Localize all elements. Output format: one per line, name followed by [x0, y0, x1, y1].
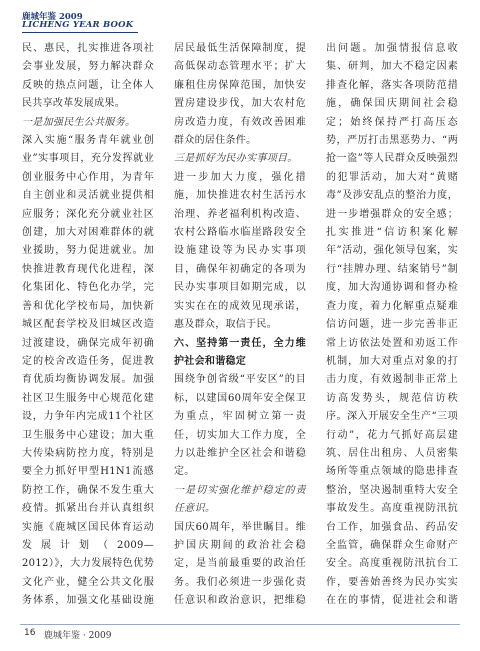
section-heading: 六、坚持第一责任，全力维护社会和谐稳定 [174, 337, 306, 367]
body-paragraph: 围绕争创省级“平安区”的目标，以建国60周年安全保卫为重点，牢固树立第一责任，切实加大工作力度，全力以赴维护全区社会和谐稳定。 [174, 374, 306, 478]
body-paragraph: 民、惠民，扎实推进各项社会事业发展，努力解决群众反映的热点问题，让全体人民共享改革发展成果。 [22, 43, 154, 110]
page-header [0, 0, 480, 36]
logo-english-title: LICHENG YEAR BOOK [22, 20, 134, 30]
text-column-3 [326, 40, 458, 606]
section-subheading: 一是切实强化维护稳定的责任意识。 [174, 484, 306, 515]
text-column-1 [22, 40, 154, 606]
body-paragraph: 进一步加大力度，强化措施，加快推进农村生活污水治理、养老福利机构改造、农村公路临水临崖路段安全设施建设等为民办实事项目，确保年初确定的各项为民办实事项目如期完成，以实实在在的成效见现承诺，惠及群众，取信于民。 [174, 171, 306, 331]
article-body [22, 40, 458, 606]
body-paragraph: 国庆60周年，举世瞩目。维护国庆期间的政治社会稳定，是当前最重要的政治任务。我们必须进一步强化责任意识和政治意识，把维稳 [174, 521, 306, 606]
footer-rule [20, 624, 460, 625]
text-column-2 [174, 40, 306, 606]
page-footer [0, 624, 480, 651]
footer-title: 鹿城年鉴 · 2009 [44, 631, 112, 641]
section-subheading: 三是抓好为民办实事项目。 [174, 153, 298, 165]
section-subheading: 一是加强民生公共服务。 [22, 116, 136, 128]
body-paragraph: 深入实施“服务青年就业创业”实事项目，充分发挥就业创业服务中心作用，为青年自主创业和灵活就业提供相应服务；深化充分就业社区创建，加大对困难群体的就业援助，努力促进就业。加快推进教育现代化进程，深化集团化、特色化办学，完善和优化学校布局，加快新城区配套学校及旧城区改造过渡建设，确保完成年初确定的校舍改造任务，促进教育优质均衡协调发展。加强社区卫生服务中心规范化建设，力争年内完成11个社区卫生服务中心建设；加大重大传染病防控力度，特别是要全力抓好甲型H1N1流感防控工作，确保不发生重大疫情。抓紧出台并认真组织实施《鹿城区国民体育运动发展计划（2009—2012）》，大力发展特色优势文化产业，健全公共文化服务体系，加强文化基础设施 [22, 135, 154, 606]
yearbook-logo [22, 10, 138, 33]
logo-chinese-title: 鹿城年鉴 2009 [22, 12, 83, 22]
body-paragraph: 居民最低生活保障制度，提高低保动态管理水平；扩大廉租住房保障范围，加快安置房建设步伐，加大农村危房改造力度，有效改善困难群众的居住条件。 [174, 43, 306, 147]
body-paragraph: 出问题。加强情报信息收集、研判，加大不稳定因素排查化解，落实各项防范措施，确保国庆期间社会稳定；始终保持严打高压态势，严厉打击黑恶势力、“两抢一盗”等人民群众反映强烈的犯罪活动，加大对“黄赌毒”及涉安乱点的整治力度，进一步增强群众的安全感；扎实推进“信访积案化解年”活动，强化领导包案，实行“挂牌办理、结案销号”制度，加大沟通协调和督办检查力度，着力化解重点疑难信访问题，进一步完善非正常上访依法处置和劝返工作机制，加大对重点对象的打击力度，有效遏制非正常上访高发势头，规范信访秩序。深入开展安全生产“三项行动”，花力气抓好高层建筑、居住出租房、人员密集场所等重点领域的隐患排查整治，坚决遏制重特大安全事故发生。高度重视防汛抗台工作，加强食品、药品安全监管，确保群众生命财产安全。高度重视防汛抗台工作，要善始善终为民办实实在在的事情，促进社会和谐 [326, 43, 458, 606]
page-number: 16 [24, 628, 36, 638]
